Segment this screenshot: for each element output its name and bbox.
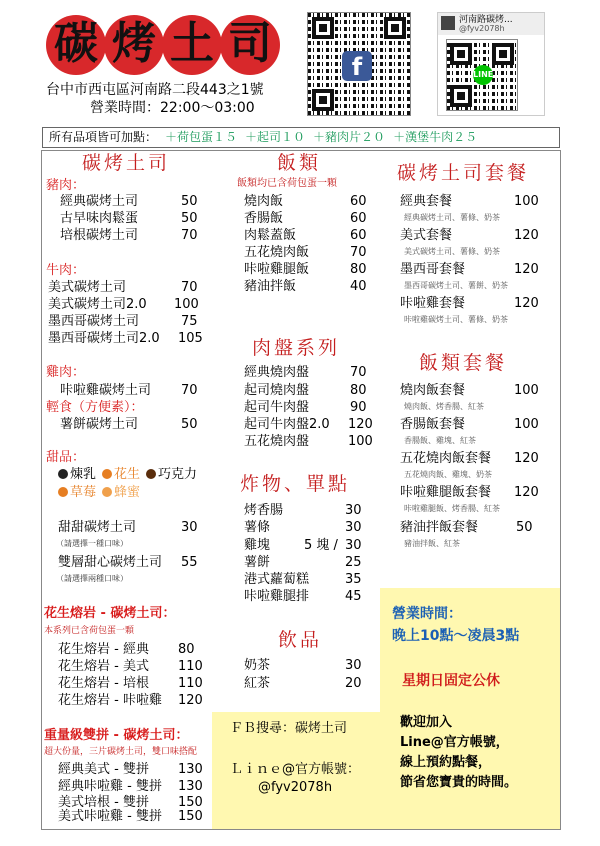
menu-item-name: 雙層甜心碳烤土司: [58, 555, 163, 570]
menu-item-name: 起司燒肉盤: [244, 383, 310, 398]
section-title-toast-set: 碳烤土司套餐: [397, 162, 530, 184]
double-note: 超大份量，三片碳烤土司，雙口味搭配: [44, 747, 198, 757]
menu-item-price: 30: [181, 520, 198, 535]
menu-item-price: 150: [178, 809, 203, 824]
menu-item-price: 30: [345, 520, 362, 535]
menu-item-sub: 香腸飯、雞塊、紅茶: [404, 436, 476, 445]
flavor-dot: [58, 469, 68, 479]
menu-item-name: 經典美式 - 雙拼: [58, 762, 149, 777]
flavor: 花生: [114, 467, 141, 482]
menu-item-sub: 五花燒肉飯、雞塊、奶茶: [404, 470, 492, 479]
logo-char: 土: [170, 18, 214, 69]
menu-item-name: 豬油拌飯: [244, 279, 297, 294]
category-peanut: 花生熔岩 - 碳烤土司：: [44, 606, 176, 621]
line-account-name: 河南路碳烤...: [459, 15, 513, 25]
menu-item-price: 100: [514, 383, 539, 398]
shop-logo: [46, 12, 286, 78]
menu-item-price: 120: [514, 228, 539, 243]
menu-item-name: 經典碳烤土司: [60, 194, 139, 209]
addon-item: ＋荷包蛋１５: [165, 129, 238, 144]
category-light: 輕食（方便素）：: [46, 400, 144, 415]
menu-item-price: 110: [178, 676, 203, 691]
line-official-label: Ｌｉｎｅ@官方帳號：: [230, 762, 361, 777]
menu-item-price: 50: [516, 520, 533, 535]
menu-item-price: 70: [181, 383, 198, 398]
menu-item-name: 薯餅碳烤土司: [60, 417, 139, 432]
info-hours: 晚上10點～凌晨3點: [392, 628, 520, 644]
category-sweet: 甜品：: [46, 450, 86, 465]
sweet-flavors-row1: [58, 468, 203, 483]
menu-item-sub: 咔啦雞腿飯、烤香腸、紅茶: [404, 504, 500, 513]
welcome-line: 節省您寶貴的時間。: [400, 775, 518, 790]
section-title-rice-set: 飯類套餐: [419, 352, 508, 374]
menu-item-name: 古早味肉鬆蛋: [60, 211, 139, 226]
logo-char: 司: [228, 18, 272, 69]
menu-item-sub: 豬油拌飯、紅茶: [404, 539, 460, 548]
menu-item-note: （請選擇一種口味）: [56, 539, 128, 548]
line-official-id: @fyv2078h: [258, 780, 333, 795]
menu-item-price: 80: [350, 383, 367, 398]
menu-item-name: 花生熔岩 - 美式: [58, 659, 149, 674]
menu-item-name: 肉鬆蓋飯: [244, 228, 297, 243]
menu-item-price: 110: [178, 659, 203, 674]
menu-item-name: 美式咔啦雞 - 雙拼: [58, 809, 162, 824]
menu-item-name: 經典燒肉盤: [244, 365, 310, 380]
section-title-rice: 飯類: [277, 152, 322, 174]
menu-item-price: 70: [350, 245, 367, 260]
line-icon: LINE: [473, 65, 493, 85]
menu-item-price: 120: [178, 693, 203, 708]
menu-item-name: 咔啦雞套餐: [400, 296, 466, 311]
menu-item-name: 墨西哥碳烤土司2.0: [48, 331, 160, 346]
section-title-toast: 碳烤土司: [82, 152, 171, 174]
menu-item-name: 薯條: [244, 520, 271, 535]
addon-item: ＋豬肉片２０: [313, 129, 386, 144]
menu-item-name: 紅茶: [244, 676, 271, 691]
section-title-fried: 炸物、單點: [240, 473, 351, 495]
menu-item-price: 120: [514, 485, 539, 500]
flavor: 巧克力: [158, 467, 198, 482]
menu-item-name: 經典套餐: [400, 194, 453, 209]
menu-item-name: 五花燒肉盤: [244, 434, 310, 449]
addon-item: ＋起司１０: [245, 129, 306, 144]
menu-item-price: 70: [181, 228, 198, 243]
opening-hours: 營業時間：22:00～03:00: [90, 100, 255, 116]
menu-item-name: 咔啦雞碳烤土司: [60, 383, 152, 398]
menu-item-name: 雞塊: [244, 538, 271, 553]
addon-bar: [42, 127, 560, 148]
rice-note: 飯類均已含荷包蛋一顆: [237, 178, 337, 189]
peanut-note: 本系列已含荷包蛋一顆: [44, 626, 135, 636]
menu-item-price: 120: [514, 296, 539, 311]
menu-item-price: 70: [350, 365, 367, 380]
menu-item-name: 墨西哥碳烤土司: [48, 314, 140, 329]
menu-item-price: 100: [174, 297, 199, 312]
menu-item-price: 120: [348, 417, 373, 432]
flavor: 煉乳: [70, 467, 97, 482]
section-title-plate: 肉盤系列: [252, 337, 341, 359]
menu-item-name: 花生熔岩 - 培根: [58, 676, 149, 691]
menu-item-name: 五花燒肉飯套餐: [400, 451, 492, 466]
menu-item-name: 經典咔啦雞 - 雙拼: [58, 779, 162, 794]
flavor-dot: [146, 469, 156, 479]
menu-item-name: 美式套餐: [400, 228, 453, 243]
menu-item-sub: 咔啦雞碳烤土司、薯條、奶茶: [404, 315, 508, 324]
logo-char: 烤: [112, 18, 156, 69]
menu-item-price: 50: [181, 417, 198, 432]
menu-item-extra: 5 塊 /: [304, 538, 338, 553]
flavor: 蜂蜜: [114, 485, 141, 500]
category-chicken: 雞肉：: [46, 365, 86, 380]
menu-item-name: 咔啦雞腿飯: [244, 262, 310, 277]
section-title-drinks: 飲品: [278, 629, 323, 651]
menu-item-name: 墨西哥套餐: [400, 262, 466, 277]
menu-item-price: 80: [178, 642, 195, 657]
menu-item-price: 120: [514, 451, 539, 466]
menu-item-name: 起司牛肉盤2.0: [244, 417, 330, 432]
menu-item-price: 45: [345, 589, 362, 604]
menu-item-name: 豬油拌飯套餐: [400, 520, 479, 535]
menu-item-name: 香腸飯套餐: [400, 417, 466, 432]
category-double: 重量級雙拼 - 碳烤土司：: [44, 728, 189, 743]
menu-item-price: 50: [181, 211, 198, 226]
avatar: [441, 16, 455, 30]
addon-item: ＋漢堡牛肉２５: [393, 129, 478, 144]
menu-item-price: 30: [345, 503, 362, 518]
menu-item-name: 咔啦雞腿飯套餐: [400, 485, 492, 500]
menu-item-price: 130: [178, 762, 203, 777]
flavor-dot: [58, 487, 68, 497]
menu-item-name: 花生熔岩 - 咔啦雞: [58, 693, 162, 708]
welcome-line: 線上預約點餐，: [400, 755, 492, 770]
menu-item-name: 咔啦雞腿排: [244, 589, 310, 604]
menu-item-price: 75: [181, 314, 198, 329]
menu-item-price: 20: [345, 676, 362, 691]
menu-item-name: 美式碳烤土司2.0: [48, 297, 147, 312]
menu-item-name: 燒肉飯套餐: [400, 383, 466, 398]
category-pork: 豬肉：: [46, 178, 86, 193]
menu-item-price: 120: [514, 262, 539, 277]
menu-item-price: 130: [178, 779, 203, 794]
menu-item-sub: 經典碳烤土司、薯條、奶茶: [404, 213, 500, 222]
menu-item-name: 港式蘿蔔糕: [244, 572, 310, 587]
address: 台中市西屯區河南路二段443之1號: [46, 82, 264, 98]
menu-item-sub: 墨西哥碳烤土司、薯餅、奶茶: [404, 281, 508, 290]
menu-item-price: 100: [514, 194, 539, 209]
flavor-dot: [102, 469, 112, 479]
menu-item-price: 60: [350, 194, 367, 209]
menu-item-name: 起司牛肉盤: [244, 400, 310, 415]
sweet-flavors-row2: [58, 486, 146, 501]
logo-char: 碳: [54, 18, 98, 69]
menu-item-name: 奶茶: [244, 658, 271, 673]
menu-item-price: 25: [345, 555, 362, 570]
menu-item-sub: 燒肉飯、烤香腸、紅茶: [404, 402, 484, 411]
menu-item-price: 60: [350, 228, 367, 243]
menu-item-sub: 美式碳烤土司、薯條、奶茶: [404, 247, 500, 256]
menu-item-name: 甜甜碳烤土司: [58, 520, 137, 535]
info-hours-title: 營業時間：: [392, 606, 462, 622]
menu-item-price: 30: [345, 538, 362, 553]
menu-item-price: 55: [181, 555, 198, 570]
menu-item-price: 100: [348, 434, 373, 449]
menu-item-price: 30: [345, 658, 362, 673]
menu-item-name: 培根碳烤土司: [60, 228, 139, 243]
line-account-id: @fyv2078h: [459, 24, 505, 33]
menu-item-name: 花生熔岩 - 經典: [58, 642, 149, 657]
menu-item-note: （請選擇兩種口味）: [56, 574, 128, 583]
menu-item-price: 150: [178, 795, 203, 810]
menu-item-name: 薯餅: [244, 555, 271, 570]
line-qr-card: [437, 12, 545, 116]
menu-item-price: 90: [350, 400, 367, 415]
menu-item-price: 35: [345, 572, 362, 587]
addon-label: 所有品項皆可加點：: [49, 129, 158, 144]
category-beef: 牛肉：: [46, 263, 86, 278]
flavor: 草莓: [70, 485, 97, 500]
menu-item-price: 105: [178, 331, 203, 346]
facebook-icon: f: [342, 51, 372, 81]
menu-item-price: 40: [350, 279, 367, 294]
menu-item-name: 美式培根 - 雙拼: [58, 795, 149, 810]
menu-item-price: 80: [350, 262, 367, 277]
menu-item-price: 100: [514, 417, 539, 432]
menu-item-name: 美式碳烤土司: [48, 280, 127, 295]
menu-item-name: 香腸飯: [244, 211, 284, 226]
welcome-line: Line@官方帳號，: [400, 735, 509, 750]
menu-item-price: 60: [350, 211, 367, 226]
menu-item-price: 70: [181, 280, 198, 295]
fb-search: ＦＢ搜尋：碳烤土司: [230, 721, 348, 736]
welcome-line: 歡迎加入: [400, 715, 453, 730]
closed-day: 星期日固定公休: [402, 673, 500, 689]
menu-item-name: 燒肉飯: [244, 194, 284, 209]
flavor-dot: [102, 487, 112, 497]
menu-item-name: 五花燒肉飯: [244, 245, 310, 260]
menu-item-price: 50: [181, 194, 198, 209]
menu-item-name: 烤香腸: [244, 503, 284, 518]
